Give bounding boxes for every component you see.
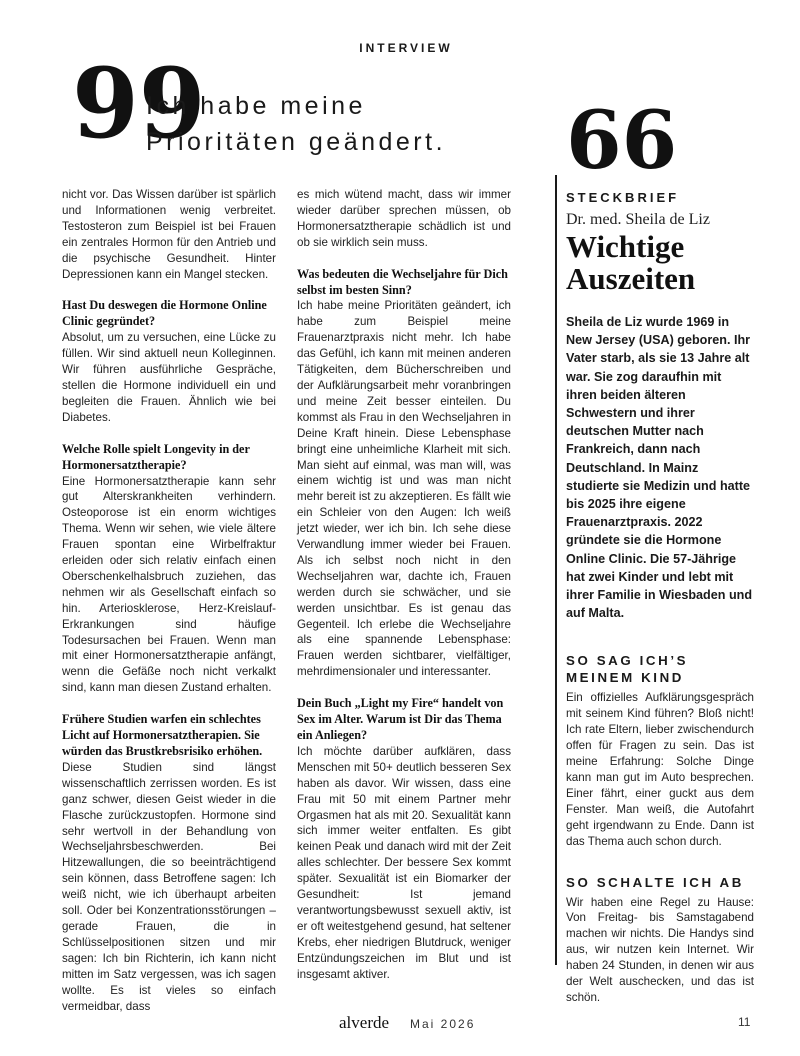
interview-answer: Eine Hormonersatztherapie kann sehr gut Alterskrankheiten verhindern. Osteoporose ist ein enorm wichtiges Thema. Wenn wir sehen, wie viele ältere Frauen spontan eine Wirbelfraktur erleiden oder sich relativ einfach einen Oberschenkelhalsbruch zuziehen, das nehmen wir als Gesellschaft einfach so hin. Arteriosklerose, Herz-Kreislauf-Erkrankungen sind häufige Todesursachen bei Frauen. Wenn man mit einer Hormonersatztherapie anfängt, wenn die Gefäße noch nicht verkalkt sind, kann man diesen Zustand erhalten. <box>62 474 276 695</box>
section-kicker: INTERVIEW <box>359 41 453 55</box>
sidebar-title-line: Auszeiten <box>566 261 696 296</box>
profile-name: Dr. med. Sheila de Liz <box>566 211 710 228</box>
sidebar-divider <box>555 175 557 965</box>
sidebar-section-text: Wir haben eine Regel zu Hause: Von Freitag- bis Samstagabend machen wir nichts. Die Handys sind aus, wir nutzen kein Internet. Wir haben 24 Stunden, in denen wir aus der Welt auschecken, und das ist schön. <box>566 895 754 1004</box>
sidebar-kicker: STECKBRIEF <box>566 190 680 205</box>
profile-sidebar <box>566 190 754 1030</box>
interview-answer: Ich möchte darüber aufklären, dass Menschen mit 50+ deutlich besseren Sex haben als davor. Wir wissen, dass eine Frau mit 50 mit einem Partner mehr Orgasmen hat als mit 20. Sexualität kann sich immer weiter entfalten. Es gibt keinen Peak und danach wird mit der Zeit alles schlechter. Der bessere Sex kommt später. Sexualität ist ein Biomarker der Gesundheit: Ist jemand verantwortungsbewusst sexuell aktiv, ist er oft weitestgehend gesund, hat seltener Krebs, eher niedrigen Blutdruck, weniger Entzündungszeichen im Blut und ist insgesamt aktiver. <box>297 744 511 981</box>
pull-quote-line: Ich habe meine <box>146 92 366 120</box>
pull-quote <box>146 88 546 160</box>
sidebar-title <box>566 231 754 295</box>
interview-question: Frühere Studien warfen ein schlechtes Licht auf Hormonersatztherapien. Sie würden das Brustkrebsrisiko erhöhen. <box>62 712 263 758</box>
sidebar-section-heading: SO SCHALTE ICH AB <box>566 874 744 890</box>
body-paragraph: es mich wütend macht, dass wir immer wieder darüber sprechen müssen, ob Hormonersatztherapie schädlich ist und ob sie wirklich sein muss. <box>297 188 511 249</box>
article-column-1 <box>62 187 276 1030</box>
closing-quote-mark-icon: 99 <box>72 47 206 160</box>
interview-answer: Diese Studien sind längst wissenschaftlich zerrissen worden. Es ist ganz schwer, diesen Geist wieder in die Flasche zurückzustopfen. Hormone sind sehr wertvoll in der Behandlung von Wechseljahrsbeschwerden. Bei Hitzewallungen, die so beeinträchtigend sein können, dass Betroffene sagen: Ich weiß nicht, wie ich überhaupt arbeiten soll. Oder bei Konzentrationsstörungen – gerade Frauen, die in Schlüsselpositionen sitzen und mir sagen: Ich bin Richterin, ich kann nicht mitten im Satz vergessen, was ich sagen wollte. Es ist vieles so einfach vermeidbar, dass <box>62 760 276 1013</box>
pull-quote-line: Prioritäten geändert. <box>146 128 447 156</box>
issue-date: Mai 2026 <box>410 1017 476 1031</box>
article-column-2 <box>297 187 511 999</box>
sidebar-title-line: Wichtige <box>566 229 685 264</box>
interview-question: Welche Rolle spielt Longevity in der Hormonersatztherapie? <box>62 441 250 472</box>
interview-question: Hast Du deswegen die Hormone Online Clinic gegründet? <box>62 298 267 329</box>
interview-question: Was bedeuten die Wechseljahre für Dich selbst im besten Sinn? <box>297 266 508 297</box>
interview-answer: Absolut, um zu versuchen, eine Lücke zu füllen. Wir sind aktuell neun Kolleginnen. Wir führen ausführliche Gespräche, stellen die Hormone individuell ein und begleiten die Frauen. Ähnlich wie bei Diabetes. <box>62 331 276 424</box>
sidebar-section-text: Ein offizielles Aufklärungsgespräch mit seinem Kind führen? Bloß nicht! Ich rate Eltern, lieber zwischendurch offen für Fragen zu sein. Das ist meine Erfahrung: Solche Dinge kann man gut im Auto besprechen. Einer fährt, einer guckt aus dem Fenster. Man weiß, die Autofahrt geht irgendwann zu Ende. Dann ist das Thema auch schon durch. <box>566 691 754 848</box>
page-number: 11 <box>738 1015 751 1029</box>
opening-quote-mark-icon: 66 <box>566 93 678 187</box>
profile-bio: Sheila de Liz wurde 1969 in New Jersey (USA) geboren. Ihr Vater starb, als sie 13 Jahre alt war. Sie zog daraufhin mit ihren beiden älteren Schwestern und ihrer deutschen Mutter nach Frankreich, dann nach Deutschland. In Mainz studierte sie Medizin und hatte bis 2025 ihre eigene Frauenarztpraxis. 2022 gründete sie die Hormone Online Clinic. Die 57-Jährige hat zwei Kinder und lebt mit ihrer Familie in Wiesbaden und auf Malta. <box>566 315 753 621</box>
sidebar-section-heading: SO SAG ICH’S MEINEM KIND <box>566 653 689 686</box>
magazine-logo: alverde <box>339 1013 390 1032</box>
body-paragraph: nicht vor. Das Wissen darüber ist spärlich und Informationen wenig verbreitet. Testosteron zum Beispiel ist bei Frauen ein zentrales Hormon für den Antrieb und die psychische Gesundheit. Hinter Depressionen kann ein Mangel stecken. <box>62 188 276 281</box>
interview-answer: Ich habe meine Prioritäten geändert, ich habe zum Beispiel meine Frauenarztpraxis nicht mehr. Ich habe das Gefühl, ich kann mit meinen anderen Tätigkeiten, dem Bücherschreiben und der Aufklärungsarbeit mehr voranbringen und meine Zeit besser einteilen. Du kommst als Frau in den Wechseljahren in Deine Kraft hinein. Diese Lebensphase bringt eine unheimliche Klarheit mit sich. Man sieht auf einmal, was man will, was einem wichtig ist und was man nicht mehr bereit ist zu akzeptieren. Es fällt wie ein Schleier von den Augen: Ich weiß jetzt wieder, wer ich bin. Ich sehe diese Verwandlung immer wieder bei Frauen. Als ich selbst noch nicht in den Wechseljahren war, dachte ich, Frauen werden durch sie schwächer, und sie werden unsichtbar. Es ist genau das Gegenteil. Ich erlebe die Wechseljahre als eine spannende Lebensphase: Frauen werden sichtbarer, vielfältiger, mehrdimensionaler und interessanter. <box>297 299 511 679</box>
interview-question: Dein Buch „Light my Fire“ handelt von Sex im Alter. Warum ist Dir das Thema ein Anliegen? <box>297 696 504 742</box>
